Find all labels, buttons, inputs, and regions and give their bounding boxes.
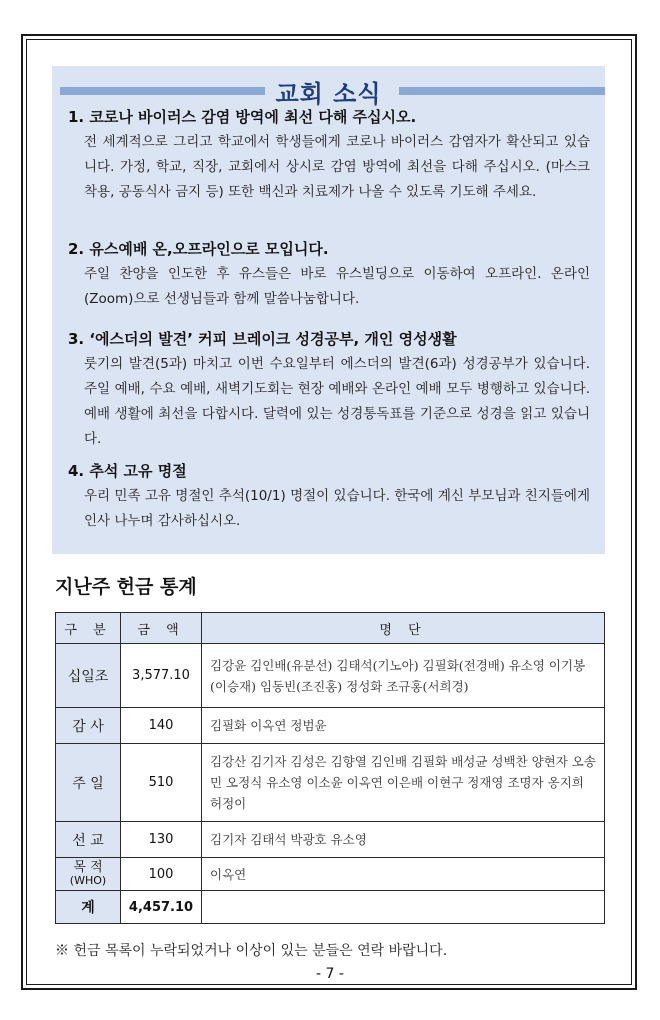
row-category: 십일조 <box>56 644 121 708</box>
total-names-empty <box>202 891 605 924</box>
row-amount: 100 <box>121 858 202 891</box>
offering-note: ※ 헌금 목록이 누락되었거나 이상이 있는 분들은 연락 바랍니다. <box>55 943 448 959</box>
news-title-bar <box>52 77 605 107</box>
row-category-sub: (WHO) <box>69 874 107 887</box>
church-news-panel <box>52 66 605 554</box>
total-amount: 4,457.10 <box>121 891 202 924</box>
row-category: 선 교 <box>56 822 121 858</box>
table-row <box>56 744 605 822</box>
news-item-body: 전 세계적으로 그리고 학교에서 학생들에게 코로나 바이러스 감염자가 확산되고 있습니다. 가정, 학교, 직장, 교회에서 상시로 감염 방역에 최선을 다해 주십시오. (마스크 착용, 공동식사 금지 등) 또한 백신과 치료제가 나올 수 있도록 기도해 주세요. <box>84 134 590 200</box>
news-title: 교회 소식 <box>275 80 382 108</box>
news-item-body: 우리 민족 고유 명절인 추석(10/1) 명절이 있습니다. 한국에 계신 부모님과 친지들에게 인사 나누며 감사하십시오. <box>84 488 590 529</box>
row-names: 김필화 이옥연 정범윤 <box>202 708 605 744</box>
row-category-main: 목 적 <box>73 860 103 875</box>
news-item-4 <box>68 460 590 534</box>
row-category: 감 사 <box>56 708 121 744</box>
table-row <box>56 708 605 744</box>
offering-title: 지난주 헌금 통계 <box>55 576 197 598</box>
row-amount: 130 <box>121 822 202 858</box>
row-names: 김기자 김태석 박광호 유소영 <box>202 822 605 858</box>
header-category: 구 분 <box>56 613 121 644</box>
table-row <box>56 644 605 708</box>
table-row <box>56 858 605 891</box>
news-item-1 <box>68 106 590 205</box>
total-label: 계 <box>56 891 121 924</box>
row-amount: 3,577.10 <box>121 644 202 708</box>
row-amount: 140 <box>121 708 202 744</box>
row-category: 주 일 <box>56 744 121 822</box>
table-row <box>56 822 605 858</box>
row-names: 김강산 김기자 김성은 김향열 김인배 김필화 배성균 성백찬 양현자 오송민 오정식 유소영 이소윤 이옥연 이은배 이현구 정재영 조명자 옹지희 허정이 <box>202 744 605 822</box>
total-row <box>56 891 605 924</box>
table-header-row <box>56 613 605 644</box>
row-names: 김강윤 김인배(유분선) 김태석(기노아) 김필화(전경배) 유소영 이기봉(이승재) 임동빈(조진홍) 정성화 조규홍(서희경) <box>202 644 605 708</box>
row-category <box>56 858 121 891</box>
header-amount: 금 액 <box>121 613 202 644</box>
news-item-heading: 3. ‘에스더의 발견’ 커피 브레이크 성경공부, 개인 영성생활 <box>68 330 457 348</box>
news-item-2 <box>68 238 590 312</box>
row-names: 이옥연 <box>202 858 605 891</box>
news-item-3 <box>68 328 590 452</box>
offering-table <box>55 612 605 924</box>
page-number: - 7 - <box>316 966 344 982</box>
news-item-heading: 4. 추석 고유 명절 <box>68 462 187 480</box>
news-item-heading: 1. 코로나 바이러스 감염 방역에 최선 다해 주십시오. <box>68 108 417 126</box>
row-amount: 510 <box>121 744 202 822</box>
news-item-heading: 2. 유스예배 온,오프라인으로 모입니다. <box>68 240 329 258</box>
news-item-body: 룻기의 발견(5과) 마치고 이번 수요일부터 에스더의 발견(6과) 성경공부가 있습니다. 주일 예배, 수요 예배, 새벽기도회는 현장 예배와 온라인 예배 모두 병행하고 있습니다. 예배 생활에 최선을 다합시다. 달력에 있는 성경통독표를 기준으로 성경을 읽고 있습니다. <box>84 356 590 447</box>
header-names: 명 단 <box>202 613 605 644</box>
news-item-body: 주일 찬양을 인도한 후 유스들은 바로 유스빌딩으로 이동하여 오프라인. 온라인(Zoom)으로 선생님들과 함께 말씀나눔합니다. <box>84 266 590 307</box>
